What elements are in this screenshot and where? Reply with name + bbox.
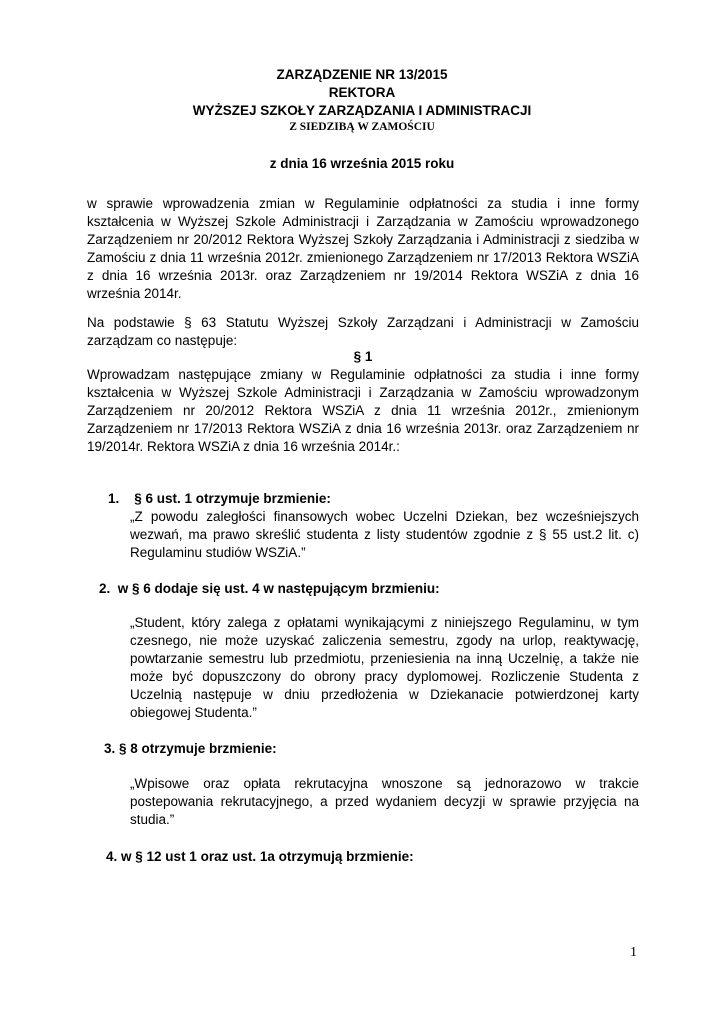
legal-basis-paragraph: Na podstawie § 63 Statutu Wyższej Szkoły Zarządzani i Administracji w Zamościu zarządzam co następuje:	[87, 315, 639, 348]
item-2-heading-text: w § 6 dodaje się ust. 4 w następującym brzmieniu:	[117, 581, 440, 596]
document-header	[0, 66, 724, 134]
item-4-heading	[106, 848, 414, 866]
subject-paragraph: w sprawie wprowadzenia zmian w Regulaminie odpłatności za studia i inne formy kształcenia w Wyższej Szkole Administracji i Zarządzania w Zamościu wprowadzonego Zarządzeniem nr 20/2012 Rektora Wyższej Szkoły Zarządzania i Administracji z siedziba w Zamościu z dnia 11 września 2012r. zmienionego Zarządzeniem nr 17/2013 Rektora WSZiA z dnia 16 września 2013r. oraz Zarządzeniem nr 19/2014 Rektora WSZiA z dnia 16 września 2014r.	[87, 196, 639, 301]
item-3-heading-text: § 8 otrzymuje brzmienie:	[119, 741, 277, 756]
item-3-heading	[104, 740, 277, 758]
item-2-text: „Student, który zalega z opłatami wynikającymi z niniejszego Regulaminu, w tym czesnego, nie może uzyskać zaliczenia semestru, zgody na urlop, reaktywację, powtarzanie semestru lub przedmiotu, przeniesienia na inną Uczelnię, a także nie może być dopuszczony do obrony pracy dyplomowej. Rozliczenie Studenta z Uczelnią następuje w dniu przedłożenia w Dziekanacie potwierdzonej karty obiegowej Studenta.”	[130, 615, 639, 720]
item-3-number: 3.	[104, 741, 116, 756]
page-number: 1	[630, 945, 637, 960]
header-seat: Z SIEDZIBĄ W ZAMOŚCIU	[289, 121, 435, 133]
item-1-number: 1.	[108, 491, 120, 506]
item-4-number: 4.	[106, 849, 118, 864]
header-school: WYŻSZEJ SZKOŁY ZARZĄDZANIA I ADMINISTRACJI	[192, 103, 532, 118]
header-title: ZARZĄDZENIE NR 13/2015	[276, 67, 448, 82]
item-3-text: „Wpisowe oraz opłata rekrutacyjna wnoszone są jednorazowo w trakcie postepowania rekrutacyjnego, a przed wydaniem decyzji w sprawie przyjęcia na studia.”	[130, 776, 639, 827]
item-1-heading-text: § 6 ust. 1 otrzymuje brzmienie:	[134, 491, 331, 506]
item-2-heading	[99, 580, 440, 598]
document-date: z dnia 16 września 2015 roku	[269, 156, 455, 171]
item-2-number: 2.	[99, 581, 111, 596]
section-1-title: § 1	[353, 349, 373, 364]
header-rector: REKTORA	[328, 85, 396, 100]
item-1-heading	[108, 490, 331, 508]
section-1-intro: Wprowadzam następujące zmiany w Regulaminie odpłatności za studia i inne formy kształcenia w Wyższej Szkole Administracji i Zarządzania w Zamościu wprowadzonym Zarządzeniem nr 20/2012 Rektora WSZiA z dnia 11 września 2012r., zmienionym Zarządzeniem nr 17/2013 Rektora WSZiA z dnia 16 września 2013r. oraz Zarządzeniem nr 19/2014r. Rektora WSZiA z dnia 16 września 2014r.:	[87, 367, 639, 454]
item-1-text: „Z powodu zaległości finansowych wobec Uczelni Dziekan, bez wcześniejszych wezwań, ma prawo skreślić studenta z listy studentów zgodnie z § 55 ust.2 lit. c) Regulaminu studiów WSZiA.”	[130, 509, 639, 560]
item-4-heading-text: w § 12 ust 1 oraz ust. 1a otrzymują brzmienie:	[121, 849, 414, 864]
